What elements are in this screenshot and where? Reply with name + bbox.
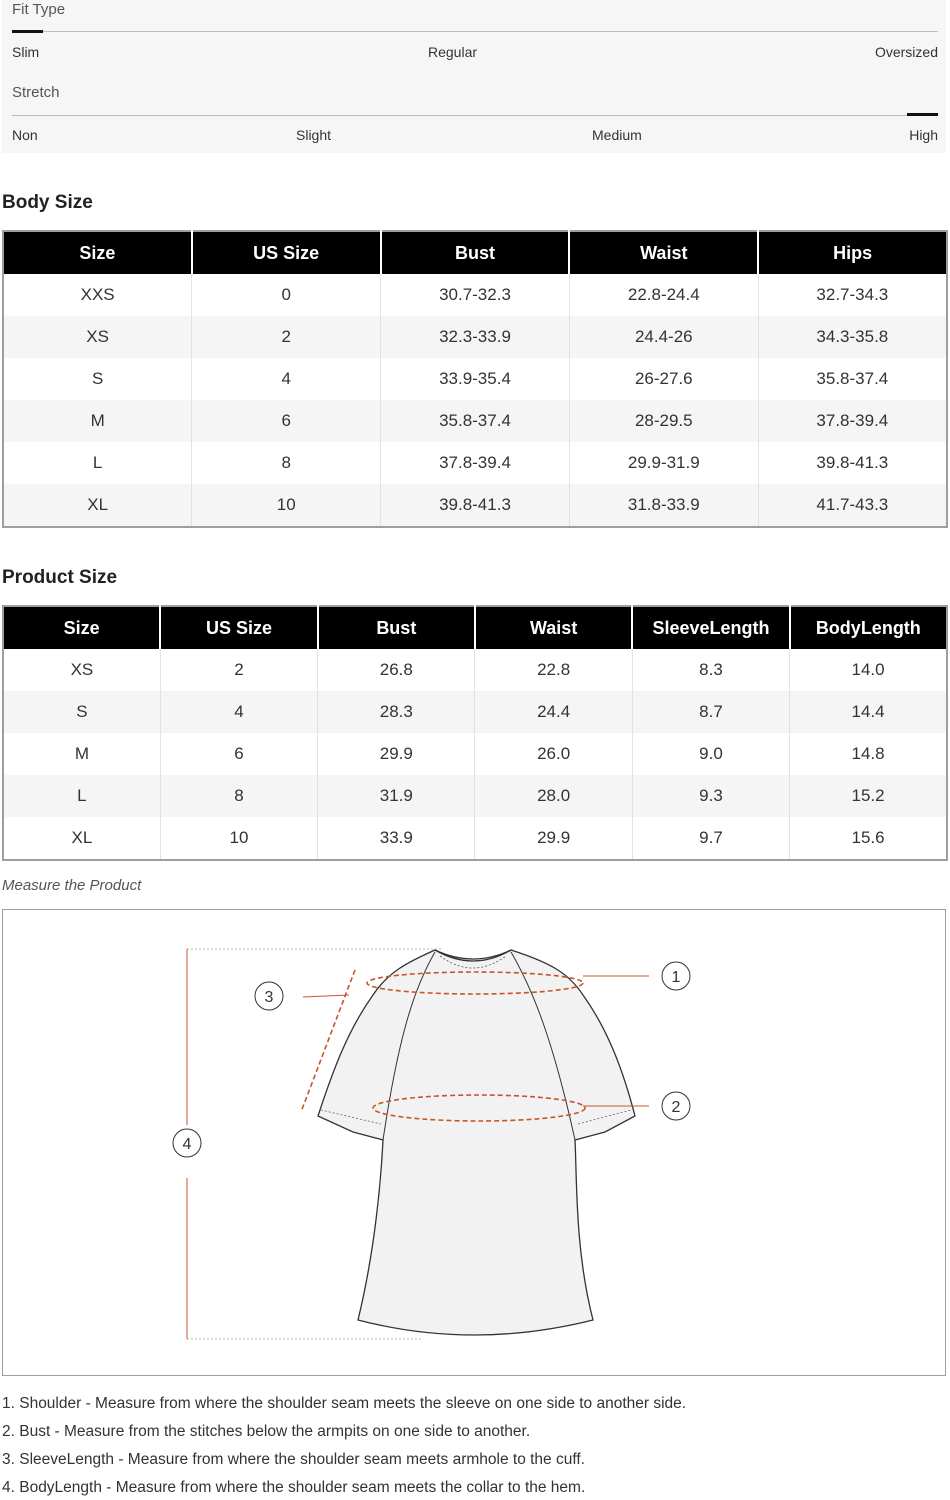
table-cell: 15.2 [790,775,947,817]
table-cell: 8 [160,775,317,817]
table-row [3,316,947,358]
table-cell: 39.8-41.3 [381,484,570,527]
fit-type-track [12,31,938,32]
table-cell: XL [3,484,192,527]
fit-label-slim: Slim [12,44,40,60]
table-cell: 8 [192,442,381,484]
stretch-label-slight: Slight [296,127,332,143]
table-cell: 32.7-34.3 [758,274,947,316]
table-cell: 28.3 [318,691,475,733]
table-row [3,400,947,442]
body-size-table [2,230,948,528]
table-cell: 29.9 [475,817,632,860]
table-cell: XS [3,316,192,358]
table-cell: 34.3-35.8 [758,316,947,358]
table-cell: 37.8-39.4 [758,400,947,442]
table-cell: 32.3-33.9 [381,316,570,358]
table-cell: 22.8 [475,649,632,691]
table-cell: M [3,400,192,442]
table-cell: L [92,453,103,472]
column-header: Waist [569,231,758,274]
table-cell: 26.8 [318,649,475,691]
note-body-length: 4. BodyLength - Measure from where the shoulder seam meets the collar to the hem. [2,1479,586,1496]
note-bust: 2. Bust - Measure from the stitches below the armpits on one side to another. [2,1423,531,1440]
table-row [3,691,947,733]
stretch-label-high: High [909,127,938,143]
table-cell: M [74,744,89,763]
table-row [3,775,947,817]
table-cell: 15.6 [790,817,947,860]
table-cell: 28.0 [475,775,632,817]
table-row [3,817,947,860]
column-header: Size [3,606,160,649]
table-cell: 14.8 [790,733,947,775]
column-header: US Size [160,606,317,649]
note-shoulder: 1. Shoulder - Measure from where the shoulder seam meets the sleeve on one side to another side. [2,1395,687,1412]
table-row [3,484,947,527]
table-cell: 9.0 [632,733,789,775]
table-cell: 14.0 [790,649,947,691]
table-cell: 31.8-33.9 [569,484,758,527]
table-cell: 0 [192,274,381,316]
table-cell: 24.4 [475,691,632,733]
table-cell: 39.8-41.3 [758,442,947,484]
stretch-track [12,115,938,116]
table-cell: 24.4-26 [569,316,758,358]
fit-type-selected-marker [12,30,43,33]
measure-caption: Measure the Product [2,877,142,894]
table-cell: 2 [192,316,381,358]
table-cell: 26-27.6 [569,358,758,400]
column-header: Waist [475,606,632,649]
column-header: Bust [381,231,570,274]
fit-scale-panel [2,0,946,153]
table-cell: 4 [192,358,381,400]
table-row [3,649,947,691]
table-cell: 30.7-32.3 [381,274,570,316]
table-cell: 2 [160,649,317,691]
marker-3-label: 3 [264,989,274,1006]
table-cell: 33.9 [318,817,475,860]
column-header: Bust [318,606,475,649]
table-header-row [3,231,947,274]
table-cell: 33.9-35.4 [381,358,570,400]
body-size-title: Body Size [2,192,93,213]
table-cell: XS [70,660,94,679]
note-sleeve-length: 3. SleeveLength - Measure from where the shoulder seam meets armhole to the cuff. [2,1451,585,1468]
stretch-label-non: Non [12,127,38,143]
table-cell: XXS [80,285,115,304]
tshirt-diagram [3,910,945,1375]
table-cell: 8.3 [632,649,789,691]
tshirt-outline [318,950,635,1335]
table-cell: 26.0 [475,733,632,775]
table-cell: 28-29.5 [569,400,758,442]
table-row [3,733,947,775]
fit-label-regular: Regular [428,44,478,60]
table-header-row [3,606,947,649]
marker-1-label: 1 [671,969,681,986]
table-row [3,358,947,400]
table-cell: 6 [192,400,381,442]
product-size-table [2,605,948,861]
stretch-title: Stretch [12,84,60,101]
table-cell: S [91,369,104,388]
table-cell: 8.7 [632,691,789,733]
table-cell: 35.8-37.4 [381,400,570,442]
fit-label-oversized: Oversized [874,44,938,60]
table-cell: L [3,775,160,817]
stretch-selected-marker [907,113,938,116]
column-header: Hips [758,231,947,274]
table-cell: 22.8-24.4 [569,274,758,316]
table-cell: 37.8-39.4 [381,442,570,484]
column-header: BodyLength [790,606,947,649]
table-cell: 29.9-31.9 [569,442,758,484]
column-header: SleeveLength [632,606,789,649]
table-cell: 6 [160,733,317,775]
table-cell: 4 [160,691,317,733]
table-cell: 9.7 [632,817,789,860]
table-cell: 41.7-43.3 [758,484,947,527]
table-cell: 14.4 [790,691,947,733]
column-header: US Size [192,231,381,274]
table-cell: 35.8-37.4 [758,358,947,400]
table-cell: 10 [160,817,317,860]
fit-type-title: Fit Type [12,1,66,18]
table-cell: 31.9 [318,775,475,817]
table-cell: S [3,691,160,733]
table-cell: XL [71,828,93,847]
product-size-title: Product Size [2,567,118,588]
table-cell: 10 [192,484,381,527]
table-cell: 9.3 [632,775,789,817]
sleeve-leader [303,995,349,997]
marker-2-label: 2 [671,1099,681,1116]
table-row [3,274,947,316]
column-header: Size [3,231,192,274]
marker-4-label: 4 [182,1136,192,1153]
table-cell: 29.9 [318,733,475,775]
stretch-label-medium: Medium [592,127,642,143]
table-row [3,442,947,484]
measure-diagram [2,909,946,1376]
